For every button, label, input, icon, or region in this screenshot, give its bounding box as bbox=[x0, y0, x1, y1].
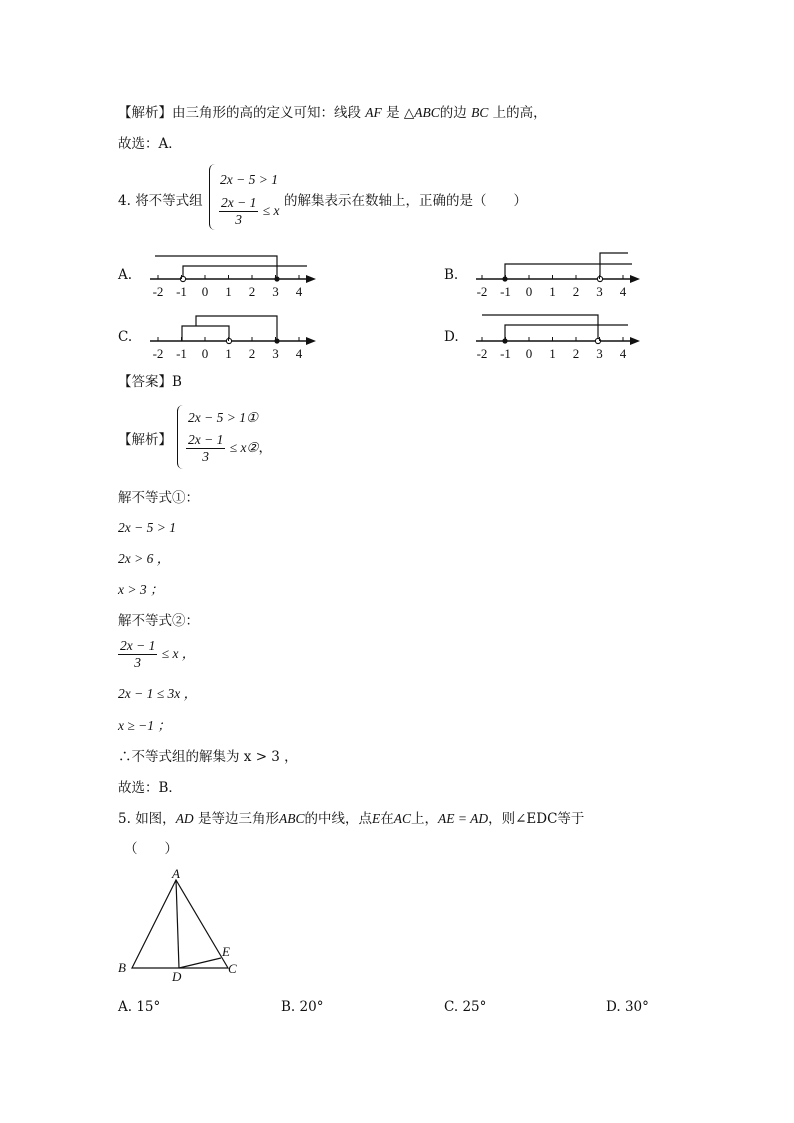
tick-label: 2 bbox=[572, 346, 580, 361]
q4-option-c-label[interactable]: C. bbox=[118, 329, 133, 345]
tick-label: -1 bbox=[500, 284, 511, 299]
q5-option-d[interactable]: D. 30° bbox=[606, 999, 649, 1015]
q5-option-b[interactable]: B. 20° bbox=[281, 999, 324, 1015]
tick-label: 4 bbox=[295, 346, 303, 361]
tick-label: 4 bbox=[295, 284, 303, 299]
number-line-a bbox=[150, 256, 316, 299]
tick-label: 2 bbox=[248, 346, 256, 361]
q5-stem: 5. 如图，AD 是等边三角形ABC的中线，点E在AC上，AE = AD，则∠EDC等于 bbox=[118, 811, 585, 827]
point-d-label: D bbox=[172, 969, 182, 984]
step2-line3: x ≥ −1 ； bbox=[118, 718, 171, 733]
number-line-d bbox=[476, 315, 640, 361]
analysis-line: 【解析】由三角形的高的定义可知：线段 AF 是 △ABC的边 BC 上的高， bbox=[118, 105, 547, 121]
point-b-label: B bbox=[118, 960, 126, 975]
answer: 【答案】B bbox=[118, 374, 182, 390]
q4-ineq2: $\frac{2x - 1}{3}$ ≤ x bbox=[221, 195, 280, 227]
step1-line1: 2x − 5 > 1 bbox=[118, 520, 176, 535]
q5-paren: （ ） bbox=[124, 841, 178, 857]
tick-label: 3 bbox=[596, 284, 603, 299]
solution-ineq1: 2x − 5 > 1① bbox=[188, 410, 259, 425]
step2-line1: $\frac{2x - 1}{3}$ ≤ x ， bbox=[120, 638, 196, 670]
tick-label: 2 bbox=[572, 284, 580, 299]
q4-number: 4. 将不等式组 bbox=[118, 193, 203, 209]
tick-label: -2 bbox=[476, 346, 488, 361]
tick-label: 4 bbox=[619, 346, 627, 361]
tick-label: 4 bbox=[619, 284, 627, 299]
choose-line-prev: 故选：A． bbox=[118, 136, 182, 152]
tick-label: -2 bbox=[476, 284, 488, 299]
tick-label: -2 bbox=[152, 284, 164, 299]
tick-label: -2 bbox=[152, 346, 164, 361]
conclusion: ∴不等式组的解集为 x > 3 ， bbox=[118, 749, 298, 765]
q4-option-b-label[interactable]: B. bbox=[444, 267, 459, 283]
tick-label: 1 bbox=[225, 284, 232, 299]
q4-tail: 的解集表示在数轴上，正确的是（ ） bbox=[284, 193, 527, 209]
q5-option-a[interactable]: A. 15° bbox=[118, 999, 161, 1015]
triangle-figure bbox=[110, 864, 260, 986]
tick-label: -1 bbox=[176, 284, 187, 299]
q4-option-d-label[interactable]: D. bbox=[444, 329, 459, 345]
number-line-c bbox=[150, 316, 316, 361]
point-a-label: A bbox=[172, 866, 180, 881]
point-e-label: E bbox=[222, 944, 230, 959]
solution-brace bbox=[177, 405, 184, 469]
step2-title: 解不等式②： bbox=[118, 613, 199, 629]
q5-option-c[interactable]: C. 25° bbox=[444, 999, 487, 1015]
analysis-tag: 【解析】 bbox=[118, 105, 172, 121]
tick-label: 3 bbox=[596, 346, 603, 361]
number-line-b bbox=[476, 253, 640, 299]
tick-label: 1 bbox=[549, 346, 556, 361]
tick-label: 0 bbox=[525, 346, 533, 361]
solution-ineq2: $\frac{2x - 1}{3}$ ≤ x②， bbox=[188, 432, 273, 464]
step1-line3: x > 3 ； bbox=[118, 582, 164, 597]
q4-option-a-label[interactable]: A. bbox=[118, 267, 133, 283]
tick-label: 3 bbox=[272, 346, 279, 361]
tick-label: 1 bbox=[549, 284, 556, 299]
tick-label: 1 bbox=[225, 346, 232, 361]
tick-label: -1 bbox=[500, 346, 511, 361]
point-c-label: C bbox=[228, 961, 237, 976]
q4-ineq1: 2x − 5 > 1 bbox=[220, 172, 278, 187]
solution-tag: 【解析】 bbox=[118, 432, 172, 448]
number-lines-figure bbox=[0, 0, 794, 380]
tick-label: 2 bbox=[248, 284, 256, 299]
tick-label: 0 bbox=[201, 346, 209, 361]
tick-label: 3 bbox=[272, 284, 279, 299]
step2-line2: 2x − 1 ≤ 3x ， bbox=[118, 686, 198, 701]
choose-line: 故选：B． bbox=[118, 780, 182, 796]
tick-label: 0 bbox=[201, 284, 209, 299]
tick-label: 0 bbox=[525, 284, 533, 299]
step1-line2: 2x > 6 ， bbox=[118, 551, 171, 566]
step1-title: 解不等式①： bbox=[118, 490, 199, 506]
tick-label: -1 bbox=[176, 346, 187, 361]
